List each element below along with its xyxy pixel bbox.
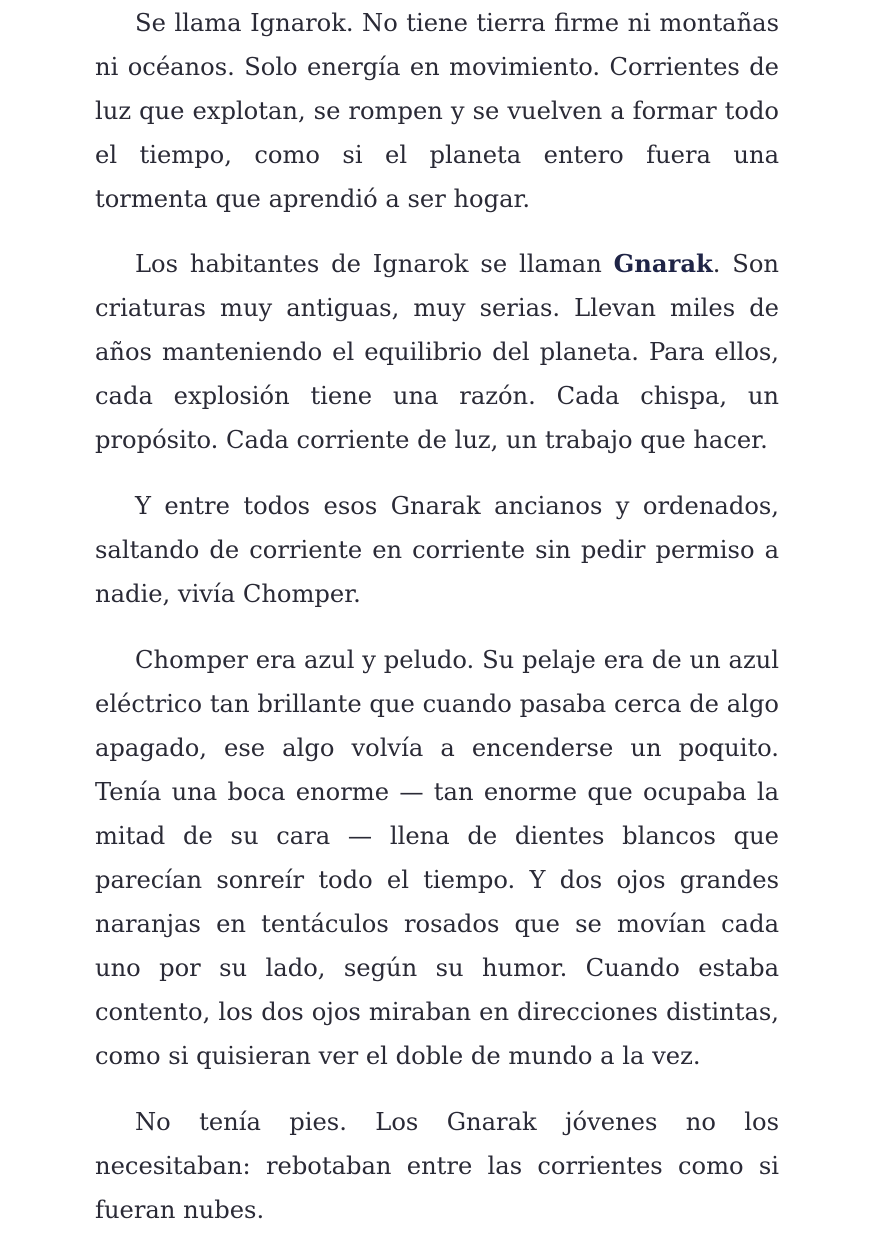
paragraph-text: No tenía pies. Los Gnarak jóvenes no los necesitaban: rebotaban entre las corrientes como si fueran nubes. xyxy=(95,1108,779,1224)
paragraph-chomper-description xyxy=(95,638,779,1078)
paragraph-text: Y entre todos esos Gnarak ancianos y ordenados, saltando de corriente en corriente sin pedir permiso a nadie, vivía Chomper. xyxy=(95,492,779,608)
paragraph-gnarak-inhabitants xyxy=(95,242,779,462)
paragraph-no-feet xyxy=(95,1100,779,1232)
paragraph-text: Se llama Ignarok. No tiene tierra firme ni montañas ni océanos. Solo energía en movimiento. Corrientes de luz que explotan, se rompen y se vuelven a formar todo el tiempo, como si el planeta entero fuera una tormenta que aprendió a ser hogar. xyxy=(95,9,779,213)
paragraph-chomper-introduction xyxy=(95,484,779,616)
paragraph-text: Chomper era azul y peludo. Su pelaje era de un azul eléctrico tan brillante que cuando pasaba cerca de algo apagado, ese algo volvía a encenderse un poquito. Tenía una boca enorme — tan enorme que ocupaba la mitad de su cara — llena de dientes blancos que parecían sonreír todo el tiempo. Y dos ojos grandes naranjas en tentáculos rosados que se movían cada uno por su lado, según su humor. Cuando estaba contento, los dos ojos miraban en direcciones distintas, como si quisieran ver el doble de mundo a la vez. xyxy=(95,646,779,1070)
paragraph-text: Los habitantes de Ignarok se llaman xyxy=(135,250,614,278)
paragraph-text-continued: . Son criaturas muy antiguas, muy serias. Llevan miles de años manteniendo el equilibrio del planeta. Para ellos, cada explosión tiene una razón. Cada chispa, un propósito. Cada corriente de luz, un trabajo que hacer. xyxy=(95,250,779,454)
emphasized-term-gnarak: Gnarak xyxy=(613,249,713,278)
paragraph-ignarok-intro xyxy=(95,1,779,221)
